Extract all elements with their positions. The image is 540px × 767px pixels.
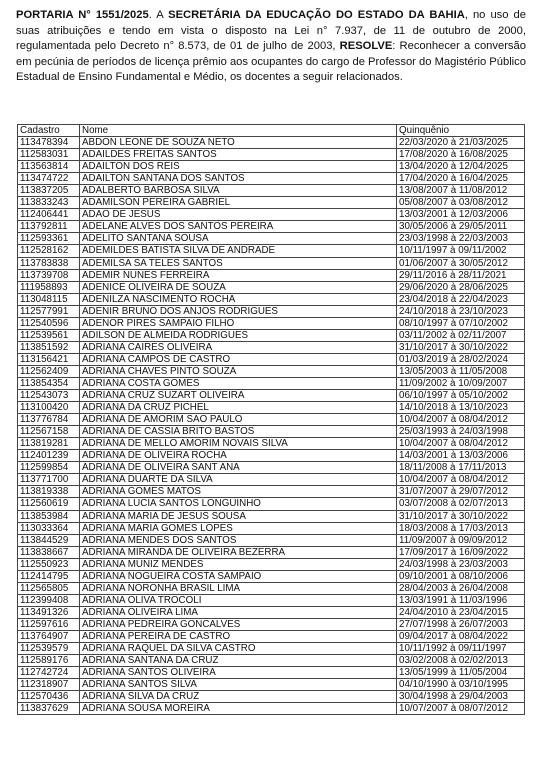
cadastro-cell: 113478394 [18, 137, 80, 149]
cadastro-cell: 113851592 [18, 341, 80, 353]
cadastro-cell: 113491326 [18, 606, 80, 618]
nome-cell: ADRIANA MARIA DE JESUS SOUSA [80, 510, 397, 522]
nome-cell: ADAILTON SANTANA DOS SANTOS [80, 173, 397, 185]
quinquenio-cell: 05/08/2007 à 03/08/2012 [397, 197, 525, 209]
quinquenio-cell: 18/03/2008 à 17/03/2013 [397, 522, 525, 534]
quinquenio-cell: 13/05/2003 à 11/05/2008 [397, 365, 525, 377]
cadastro-cell: 112565805 [18, 582, 80, 594]
table-row [18, 149, 525, 161]
cadastro-cell: 113048115 [18, 293, 80, 305]
quinquenio-cell: 13/03/2001 à 12/03/2006 [397, 209, 525, 221]
table-body [18, 137, 525, 715]
quinquenio-cell: 10/11/1992 à 09/11/1997 [397, 643, 525, 655]
table-row [18, 173, 525, 185]
table-row [18, 353, 525, 365]
quinquenio-cell: 13/08/2007 à 11/08/2012 [397, 185, 525, 197]
cadastro-cell: 113854354 [18, 377, 80, 389]
quinquenio-cell: 17/08/2020 à 16/08/2025 [397, 149, 525, 161]
nome-cell: ADALBERTO BARBOSA SILVA [80, 185, 397, 197]
table-row [18, 474, 525, 486]
quinquenio-cell: 03/11/2002 à 02/11/2007 [397, 329, 525, 341]
cadastro-cell: 113771700 [18, 474, 80, 486]
secretaria-name: SECRETÁRIA DA EDUCAÇÃO DO ESTADO DA BAHIA [168, 9, 465, 21]
table-row [18, 630, 525, 642]
nome-cell: ADRIANA NORONHA BRASIL LIMA [80, 582, 397, 594]
table-row [18, 486, 525, 498]
cadastro-cell: 113764907 [18, 630, 80, 642]
quinquenio-cell: 11/09/2007 à 09/09/2012 [397, 534, 525, 546]
quinquenio-cell: 28/04/2003 à 26/04/2008 [397, 582, 525, 594]
nome-cell: ADAMILSON PEREIRA GABRIEL [80, 197, 397, 209]
quinquenio-cell: 09/04/2017 à 08/04/2022 [397, 630, 525, 642]
cadastro-cell: 112583031 [18, 149, 80, 161]
cadastro-cell: 113819281 [18, 438, 80, 450]
cadastro-cell: 113783838 [18, 257, 80, 269]
table-row [18, 522, 525, 534]
table-row [18, 233, 525, 245]
nome-cell: ADELANE ALVES DOS SANTOS PEREIRA [80, 221, 397, 233]
table-row [18, 655, 525, 667]
table-row [18, 209, 525, 221]
quinquenio-cell: 24/04/2010 à 23/04/2015 [397, 606, 525, 618]
nome-cell: ADILSON DE ALMEIDA RODRIGUES [80, 329, 397, 341]
intro-text-2: , no uso de suas atribuições e tendo em vista o disposto na Lei n° 7.937, de 11 de outubro de 2000, regulamentada pelo Decreto n° 8.573, de 01 de julho de 2003, [16, 9, 526, 53]
cadastro-cell: 112550923 [18, 558, 80, 570]
quinquenio-cell: 01/06/2007 à 30/05/2012 [397, 257, 525, 269]
cadastro-cell: 112540596 [18, 317, 80, 329]
table-row [18, 414, 525, 426]
nome-cell: ADAO DE JESUS [80, 209, 397, 221]
cadastro-cell: 113833243 [18, 197, 80, 209]
table-row [18, 510, 525, 522]
nome-cell: ADRIANA PEREIRA DE CASTRO [80, 630, 397, 642]
table-row [18, 390, 525, 402]
cadastro-cell: 112593361 [18, 233, 80, 245]
quinquenio-cell: 14/03/2001 à 13/03/2006 [397, 450, 525, 462]
cadastro-cell: 112399408 [18, 594, 80, 606]
quinquenio-cell: 18/11/2008 à 17/11/2013 [397, 462, 525, 474]
table-row [18, 245, 525, 257]
table-row [18, 377, 525, 389]
nome-cell: ADRIANA LUCIA SANTOS LONGUINHO [80, 498, 397, 510]
table-row [18, 426, 525, 438]
quinquenio-cell: 10/04/2007 à 08/04/2012 [397, 414, 525, 426]
table-row [18, 534, 525, 546]
nome-cell: ADENOR PIRES SAMPAIO FILHO [80, 317, 397, 329]
nome-cell: ADRIANA MARIA GOMES LOPES [80, 522, 397, 534]
cadastro-cell: 112742724 [18, 667, 80, 679]
nome-cell: ADRIANA CRUZ SUZART OLIVEIRA [80, 390, 397, 402]
quinquenio-cell: 06/10/1997 à 05/10/2002 [397, 390, 525, 402]
nome-cell: ADEMILSA SA TELES SANTOS [80, 257, 397, 269]
cadastro-cell: 113853984 [18, 510, 80, 522]
quinquenio-cell: 11/09/2002 à 10/09/2007 [397, 377, 525, 389]
table-row [18, 546, 525, 558]
nome-cell: ADENICE OLIVEIRA DE SOUZA [80, 281, 397, 293]
quinquenio-cell: 01/03/2019 à 28/02/2024 [397, 353, 525, 365]
table-row [18, 582, 525, 594]
cadastro-cell: 113033364 [18, 522, 80, 534]
quinquenio-cell: 31/10/2017 à 30/10/2022 [397, 341, 525, 353]
quinquenio-cell: 13/05/1999 à 11/05/2004 [397, 667, 525, 679]
table-row [18, 137, 525, 149]
quinquenio-cell: 31/07/2007 à 29/07/2012 [397, 486, 525, 498]
docentes-table [17, 124, 525, 715]
table-row [18, 257, 525, 269]
cadastro-cell: 111958893 [18, 281, 80, 293]
cadastro-cell: 112567158 [18, 426, 80, 438]
table-row [18, 185, 525, 197]
cadastro-cell: 112560619 [18, 498, 80, 510]
quinquenio-cell: 23/03/1998 à 22/03/2003 [397, 233, 525, 245]
cadastro-cell: 112401239 [18, 450, 80, 462]
cadastro-cell: 112577991 [18, 305, 80, 317]
cadastro-cell: 113844529 [18, 534, 80, 546]
nome-cell: ADEMIR NUNES FERREIRA [80, 269, 397, 281]
quinquenio-cell: 03/07/2008 à 02/07/2013 [397, 498, 525, 510]
table-row [18, 498, 525, 510]
table-row [18, 317, 525, 329]
nome-cell: ADRIANA OLIVA TROCOLI [80, 594, 397, 606]
quinquenio-cell: 29/11/2016 à 28/11/2021 [397, 269, 525, 281]
nome-cell: ADENILZA NASCIMENTO ROCHA [80, 293, 397, 305]
nome-cell: ADRIANA SANTOS OLIVEIRA [80, 667, 397, 679]
table-row [18, 462, 525, 474]
portaria-number: PORTARIA N° 1551/2025 [16, 9, 149, 21]
nome-cell: ADRIANA DUARTE DA SILVA [80, 474, 397, 486]
table-row [18, 161, 525, 173]
cadastro-cell: 113838667 [18, 546, 80, 558]
cadastro-cell: 112599854 [18, 462, 80, 474]
table-row [18, 703, 525, 715]
nome-cell: ADRIANA SANTANA DA CRUZ [80, 655, 397, 667]
cadastro-cell: 112528162 [18, 245, 80, 257]
table-row [18, 643, 525, 655]
nome-cell: ADRIANA RAQUEL DA SILVA CASTRO [80, 643, 397, 655]
nome-cell: ADEMILDES BATISTA SILVA DE ANDRADE [80, 245, 397, 257]
quinquenio-cell: 30/04/1998 à 29/04/2003 [397, 691, 525, 703]
nome-cell: ADRIANA SANTOS SILVA [80, 679, 397, 691]
table-header-row [18, 125, 525, 137]
table-row [18, 305, 525, 317]
nome-cell: ADAILTON DOS REIS [80, 161, 397, 173]
quinquenio-cell: 17/09/2017 à 16/09/2022 [397, 546, 525, 558]
quinquenio-cell: 10/07/2007 à 08/07/2012 [397, 703, 525, 715]
cadastro-cell: 112589176 [18, 655, 80, 667]
quinquenio-cell: 10/04/2007 à 08/04/2012 [397, 474, 525, 486]
cadastro-cell: 113563814 [18, 161, 80, 173]
table-row [18, 329, 525, 341]
header-nome: Nome [80, 125, 397, 137]
quinquenio-cell: 13/04/2020 à 12/04/2025 [397, 161, 525, 173]
nome-cell: ADRIANA DE OLIVEIRA ROCHA [80, 450, 397, 462]
cadastro-cell: 113792811 [18, 221, 80, 233]
quinquenio-cell: 17/04/2020 à 16/04/2025 [397, 173, 525, 185]
quinquenio-cell: 29/06/2020 à 28/06/2025 [397, 281, 525, 293]
table-row [18, 402, 525, 414]
portaria-intro [16, 8, 526, 86]
nome-cell: ADAILDES FREITAS SANTOS [80, 149, 397, 161]
nome-cell: ADENIR BRUNO DOS ANJOS RODRIGUES [80, 305, 397, 317]
cadastro-cell: 113837205 [18, 185, 80, 197]
nome-cell: ADRIANA CHAVES PINTO SOUZA [80, 365, 397, 377]
nome-cell: ADRIANA CAMPOS DE CASTRO [80, 353, 397, 365]
table-row [18, 221, 525, 233]
quinquenio-cell: 10/11/1997 à 09/11/2002 [397, 245, 525, 257]
cadastro-cell: 113819338 [18, 486, 80, 498]
cadastro-cell: 112543073 [18, 390, 80, 402]
table-row [18, 365, 525, 377]
nome-cell: ADRIANA SILVA DA CRUZ [80, 691, 397, 703]
quinquenio-cell: 31/10/2017 à 30/10/2022 [397, 510, 525, 522]
quinquenio-cell: 10/04/2007 à 08/04/2012 [397, 438, 525, 450]
table-row [18, 438, 525, 450]
quinquenio-cell: 09/10/2001 à 08/10/2006 [397, 570, 525, 582]
intro-text-3: : Reconhecer a conversão em pecúnia de períodos de licença prêmio aos ocupantes do cargo de Professor do Magistério Público Estadual de Ensino Fundamental e Médio, os docentes a seguir relacionados. [16, 40, 526, 84]
header-quinquenio: Quinquênio [397, 125, 525, 137]
cadastro-cell: 112539561 [18, 329, 80, 341]
quinquenio-cell: 30/05/2006 à 29/05/2011 [397, 221, 525, 233]
cadastro-cell: 113474722 [18, 173, 80, 185]
nome-cell: ADRIANA DE MELLO AMORIM NOVAIS SILVA [80, 438, 397, 450]
cadastro-cell: 112318907 [18, 679, 80, 691]
quinquenio-cell: 22/03/2020 à 21/03/2025 [397, 137, 525, 149]
nome-cell: ADRIANA OLIVEIRA LIMA [80, 606, 397, 618]
intro-text-1: . A [148, 9, 169, 21]
nome-cell: ADRIANA CAIRES OLIVEIRA [80, 341, 397, 353]
quinquenio-cell: 27/07/1998 à 26/07/2003 [397, 618, 525, 630]
table-row [18, 594, 525, 606]
cadastro-cell: 113739708 [18, 269, 80, 281]
table-row [18, 558, 525, 570]
nome-cell: ADRIANA COSTA GOMES [80, 377, 397, 389]
table-row [18, 197, 525, 209]
quinquenio-cell: 13/03/1991 à 11/03/1996 [397, 594, 525, 606]
cadastro-cell: 113837629 [18, 703, 80, 715]
nome-cell: ABDON LEONE DE SOUZA NETO [80, 137, 397, 149]
cadastro-cell: 112570436 [18, 691, 80, 703]
cadastro-cell: 112414795 [18, 570, 80, 582]
nome-cell: ADRIANA DA CRUZ PICHEL [80, 402, 397, 414]
nome-cell: ADRIANA NOGUEIRA COSTA SAMPAIO [80, 570, 397, 582]
table-row [18, 293, 525, 305]
nome-cell: ADRIANA PEDREIRA GONCALVES [80, 618, 397, 630]
quinquenio-cell: 23/04/2018 à 22/04/2023 [397, 293, 525, 305]
nome-cell: ADRIANA DE AMORIM SAO PAULO [80, 414, 397, 426]
table-row [18, 667, 525, 679]
table-row [18, 269, 525, 281]
cadastro-cell: 112539579 [18, 643, 80, 655]
nome-cell: ADRIANA SOUSA MOREIRA [80, 703, 397, 715]
resolve-keyword: RESOLVE [339, 40, 393, 53]
cadastro-cell: 113156421 [18, 353, 80, 365]
nome-cell: ADRIANA DE OLIVEIRA SANT ANA [80, 462, 397, 474]
nome-cell: ADRIANA MIRANDA DE OLIVEIRA BEZERRA [80, 546, 397, 558]
table-row [18, 691, 525, 703]
nome-cell: ADELITO SANTANA SOUSA [80, 233, 397, 245]
nome-cell: ADRIANA GOMES MATOS [80, 486, 397, 498]
table-row [18, 679, 525, 691]
quinquenio-cell: 03/02/2008 à 02/02/2013 [397, 655, 525, 667]
nome-cell: ADRIANA DE CASSIA BRITO BASTOS [80, 426, 397, 438]
nome-cell: ADRIANA MENDES DOS SANTOS [80, 534, 397, 546]
quinquenio-cell: 04/10/1990 à 03/10/1995 [397, 679, 525, 691]
header-cadastro: Cadastro [18, 125, 80, 137]
quinquenio-cell: 25/03/1993 à 24/03/1998 [397, 426, 525, 438]
cadastro-cell: 113776784 [18, 414, 80, 426]
cadastro-cell: 112597616 [18, 618, 80, 630]
quinquenio-cell: 14/10/2018 à 13/10/2023 [397, 402, 525, 414]
quinquenio-cell: 24/10/2018 à 23/10/2023 [397, 305, 525, 317]
cadastro-cell: 113100420 [18, 402, 80, 414]
table-row [18, 606, 525, 618]
table-row [18, 618, 525, 630]
quinquenio-cell: 08/10/1997 à 07/10/2002 [397, 317, 525, 329]
table-row [18, 570, 525, 582]
table-row [18, 281, 525, 293]
cadastro-cell: 112406441 [18, 209, 80, 221]
nome-cell: ADRIANA MUNIZ MENDES [80, 558, 397, 570]
quinquenio-cell: 24/03/1998 à 23/03/2003 [397, 558, 525, 570]
cadastro-cell: 112562409 [18, 365, 80, 377]
table-row [18, 450, 525, 462]
table-row [18, 341, 525, 353]
